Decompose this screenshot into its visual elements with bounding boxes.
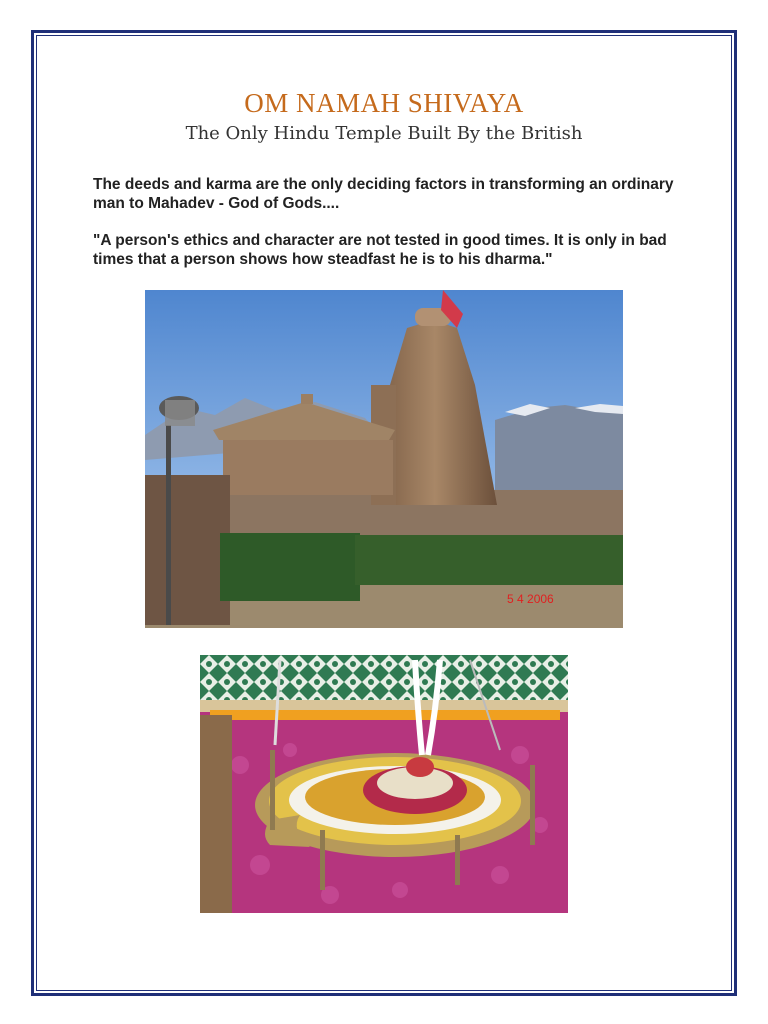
paragraph-karma: The deeds and karma are the only deciding factors in transforming an ordinary man to Mahadev - God of Gods.... [93, 176, 674, 212]
page-subtitle: The Only Hindu Temple Built By the British [185, 123, 583, 144]
temple-photo [145, 290, 623, 628]
shivling-photo [200, 655, 568, 913]
paragraph-quote: "A person's ethics and character are not tested in good times. It is only in bad times that a person shows how steadfast he is to his dharma." [93, 232, 667, 268]
date-stamp: 5 4 2006 [507, 592, 554, 606]
page-title: OM NAMAH SHIVAYA [244, 88, 524, 118]
